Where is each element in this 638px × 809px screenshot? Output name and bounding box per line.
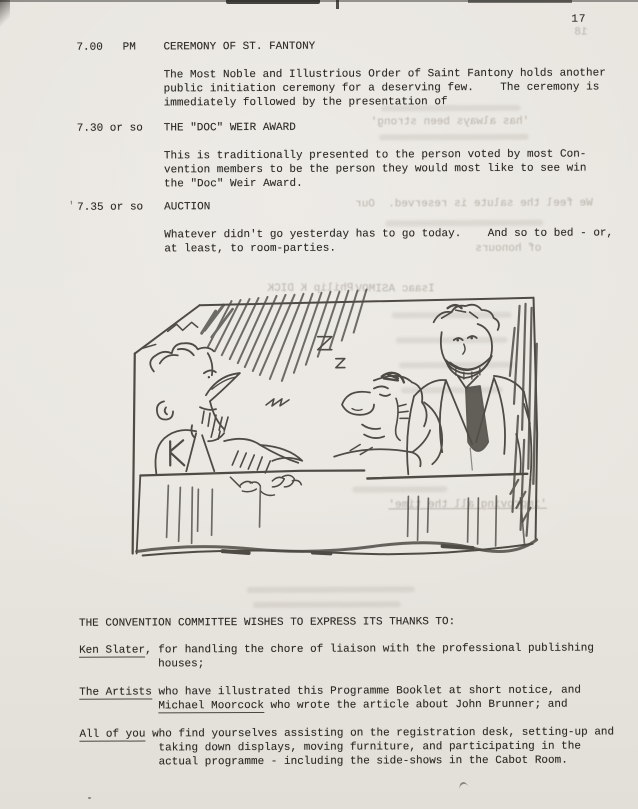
- bleedthrough-text: of honours: [475, 242, 542, 256]
- time-label: 7.00 PM: [76, 41, 136, 54]
- bleedthrough-text: 18: [574, 26, 588, 39]
- underlined-name: All of you: [79, 728, 146, 741]
- time-label: 7.35 or so: [77, 201, 144, 214]
- schedule-item-auction: [77, 198, 629, 256]
- bleedthrough-text: 'has always been strong': [370, 115, 530, 129]
- schedule-head: [77, 119, 629, 135]
- thanks-entry-all-of-you: [79, 725, 638, 770]
- schedule-item-ceremony: [76, 38, 628, 110]
- entry-text: who have illustrated this Programme Booklet at short notice, and: [151, 684, 581, 699]
- right-man: [406, 304, 531, 480]
- event-body: Whatever didn't go yesterday has to go today. And so to bed - or, at least, to room-parties.: [164, 227, 614, 256]
- event-title: THE "DOC" WEIR AWARD: [163, 121, 296, 135]
- event-body: This is traditionally presented to the person voted by most Con- vention members to be the person they would most like to see win the "Doc" Weir Award.: [163, 148, 587, 191]
- bleedthrough-text: 'improving all the time': [388, 498, 547, 512]
- hands: [230, 475, 301, 495]
- page-number: 17: [571, 13, 587, 26]
- thanks-entry-ken-slater: [79, 641, 638, 672]
- underlined-name: Ken Slater: [79, 644, 146, 657]
- thanks-heading: THE CONVENTION COMMITTEE WISHES TO EXPRESS ITS THANKS TO:: [78, 616, 456, 630]
- auction-cartoon-illustration: [111, 284, 547, 568]
- entry-text: who wrote the article about John Brunner; and: [263, 698, 568, 712]
- time-label: 7.30 or so: [76, 122, 143, 135]
- bleedthrough-text: We feel the salute is reserved. Our: [355, 197, 593, 211]
- bleedthrough-smudge: [253, 601, 401, 608]
- schedule-head: [76, 38, 628, 54]
- event-title: AUCTION: [164, 201, 211, 214]
- bleedthrough-smudge: [247, 586, 415, 593]
- bleedthrough-text: Isaac ASIMOV: [355, 283, 435, 296]
- snore-z-marks: [266, 337, 345, 406]
- schedule-item-doc-weir-award: [77, 119, 629, 191]
- schedule-head: [77, 198, 629, 214]
- tablecloth-folds: [166, 484, 524, 548]
- event-body: The Most Noble and Illustrious Order of Saint Fantony holds another public initiation ceremony for a deserving few. The ceremony is immediately followed by the presentation of: [163, 67, 606, 110]
- stray-mark: ': [68, 200, 75, 213]
- event-title: CEREMONY OF ST. FANTONY: [163, 40, 316, 54]
- entry-text: who find yourselves assisting on the registration desk, setting-up and taking down displays, moving furniture, and participating in the actual programme - including the side-shows in the Cabot Room.: [145, 726, 615, 769]
- sleeve-hatch: [232, 451, 270, 473]
- underlined-name: Michael Moorcock: [158, 699, 264, 713]
- underlined-name: The Artists: [79, 686, 152, 699]
- bleedthrough-text: Philip K DICK: [267, 282, 354, 295]
- entry-text: , for handling the chore of liaison with the professional publishing houses;: [145, 642, 594, 671]
- table: [136, 470, 536, 556]
- right-curtain-hatching: [510, 304, 538, 536]
- thanks-entry-the-artists: [79, 683, 638, 714]
- middle-man: [266, 336, 443, 467]
